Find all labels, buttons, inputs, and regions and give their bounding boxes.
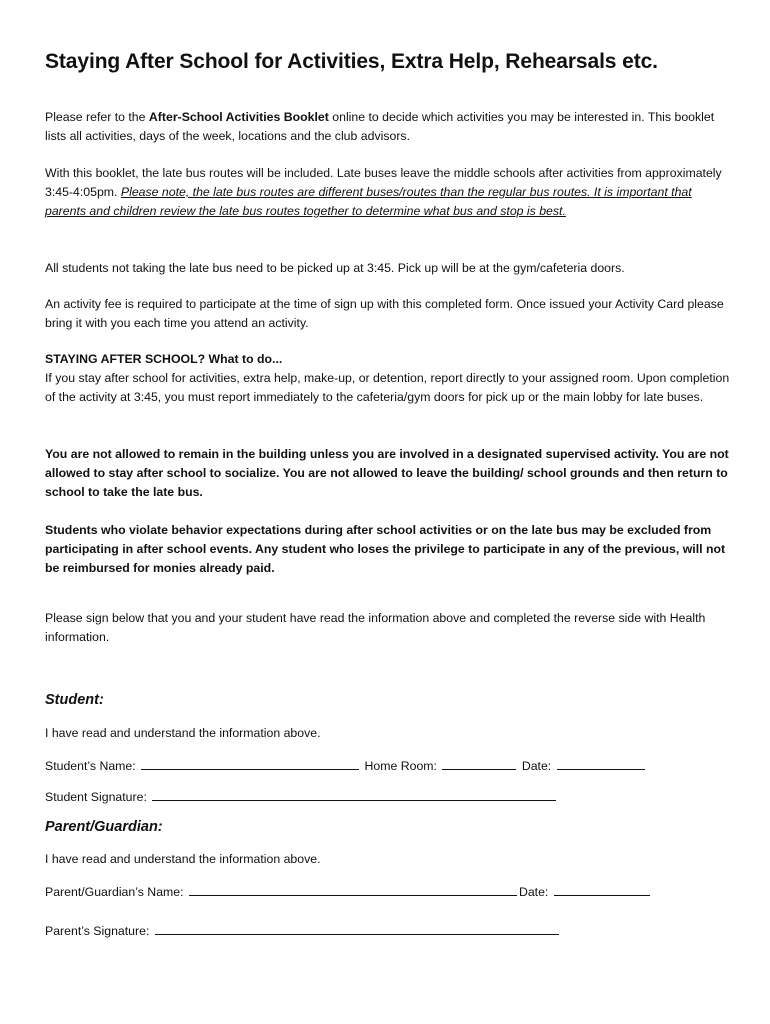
student-name-field[interactable]: [141, 757, 359, 770]
student-ack: I have read and understand the information above.: [45, 726, 321, 740]
activity-fee-paragraph: An activity fee is required to participate at the time of sign up with this completed form. Once issued your Activity Card please bring it with you each time you attend an activity.: [45, 297, 724, 330]
parent-heading: Parent/Guardian:: [45, 819, 163, 835]
parent-name-row: [45, 883, 652, 899]
booklet-paragraph: [45, 108, 735, 146]
parent-ack: I have read and understand the information above.: [45, 852, 321, 866]
staying-text: If you stay after school for activities, extra help, make-up, or detention, report directly to your assigned room. Upon completion of the activity at 3:45, you must report immediately to the cafeteria/gym doors for pick up or the main lobby for late buses.: [45, 371, 730, 404]
booklet-name: After-School Activities Booklet: [148, 110, 329, 124]
parent-name-label: Parent/Guardian’s Name:: [45, 885, 184, 899]
sign-instructions: Please sign below that you and your student have read the information above and completed the reverse side with Health information.: [45, 611, 706, 644]
booklet-text-post: online to decide which activities you may be interested in. This booklet lists all activities, days of the week, locations and the club advisors.: [45, 110, 715, 143]
parent-date-label: Date:: [518, 885, 549, 899]
student-name-label: Student’s Name:: [45, 759, 136, 773]
page-title: Staying After School for Activities, Extra Help, Rehearsals etc.: [45, 50, 658, 73]
student-heading: Student:: [45, 692, 104, 708]
staying-after-school-paragraph: [45, 350, 735, 407]
student-date-field[interactable]: [557, 757, 645, 770]
student-name-row: [45, 757, 647, 773]
booklet-text-pre: Please refer to the: [45, 110, 149, 124]
late-bus-paragraph: [45, 164, 735, 221]
late-bus-text: With this booklet, the late bus routes will be included. Late buses leave the middle schools after activities from approximately 3:45-4:05pm.: [45, 166, 722, 199]
parent-signature-field[interactable]: [155, 922, 559, 935]
staying-heading: STAYING AFTER SCHOOL? What to do...: [45, 352, 283, 366]
home-room-field[interactable]: [442, 757, 516, 770]
late-bus-note: Please note, the late bus routes are different buses/routes than the regular bus routes. It is important that parents and children review the late bus routes together to determine what bus and stop is best.: [45, 185, 692, 218]
student-signature-label: Student Signature:: [45, 790, 147, 804]
parent-signature-row: [45, 922, 561, 938]
behavior-paragraph: Students who violate behavior expectations during after school activities or on the late bus may be excluded from participating in after school events. Any student who loses the privilege to participate in any of the previous, will not be reimbursed for monies already paid.: [45, 523, 726, 575]
home-room-label: Home Room:: [364, 759, 437, 773]
pickup-paragraph: All students not taking the late bus need to be picked up at 3:45. Pick up will be at the gym/cafeteria doors.: [45, 261, 625, 275]
parent-signature-label: Parent’s Signature:: [45, 924, 150, 938]
rules-paragraph: You are not allowed to remain in the building unless you are involved in a designated supervised activity. You are not allowed to stay after school to socialize. You are not allowed to leave the building/ school grounds and then return to school to take the late bus.: [45, 447, 729, 499]
student-signature-field[interactable]: [152, 788, 556, 801]
student-date-label: Date:: [521, 759, 552, 773]
parent-name-field[interactable]: [189, 883, 517, 896]
parent-date-field[interactable]: [554, 883, 650, 896]
student-signature-row: [45, 788, 558, 804]
